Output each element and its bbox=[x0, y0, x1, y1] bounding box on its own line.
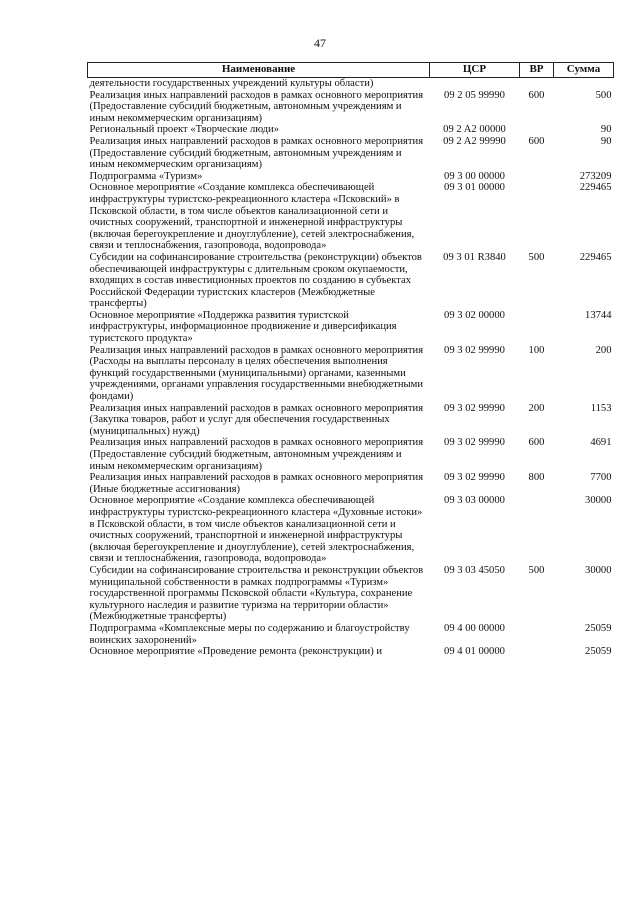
row-sum bbox=[554, 78, 614, 90]
row-sum: 7700 bbox=[590, 472, 612, 484]
row-vr: 800 bbox=[528, 472, 545, 484]
row-csr: 09 3 02 99990 bbox=[444, 402, 505, 414]
table-row bbox=[88, 171, 614, 183]
row-sum: 25059 bbox=[585, 646, 612, 658]
row-sum: 229465 bbox=[579, 182, 612, 194]
table-row bbox=[88, 437, 614, 472]
row-csr bbox=[430, 78, 520, 90]
row-csr: 09 4 00 00000 bbox=[444, 622, 505, 634]
row-vr: 500 bbox=[528, 251, 545, 263]
row-csr: 09 3 03 00000 bbox=[444, 495, 505, 507]
table-row bbox=[88, 403, 614, 438]
row-csr: 09 2 A2 99990 bbox=[443, 135, 506, 147]
table-row bbox=[88, 472, 614, 495]
row-name: Подпрограмма «Туризм» bbox=[89, 170, 203, 182]
row-csr: 09 3 03 45050 bbox=[444, 564, 505, 576]
row-name: Реализация иных направлений расходов в рамках основного мероприятия (Предоставление субсидий бюджетным, автономным учреждениям и иным некоммерческим организациям) bbox=[89, 135, 424, 171]
table-row bbox=[88, 78, 614, 90]
table-row bbox=[88, 345, 614, 403]
page-number: 47 bbox=[314, 36, 326, 50]
table-row bbox=[88, 124, 614, 136]
row-csr: 09 2 A2 00000 bbox=[443, 124, 506, 136]
row-sum: 500 bbox=[595, 89, 612, 101]
row-name: деятельности государственных учреждений культуры области) bbox=[89, 78, 374, 89]
row-sum: 90 bbox=[600, 124, 612, 136]
row-sum: 13744 bbox=[585, 309, 612, 321]
row-vr bbox=[520, 182, 554, 252]
table-row bbox=[88, 90, 614, 125]
row-name: Реализация иных направлений расходов в рамках основного мероприятия (Иные бюджетные ассигнования) bbox=[89, 472, 424, 495]
row-name: Основное мероприятие «Создание комплекса обеспечивающей инфраструктуры туристско-рекреационного кластера «Псковский» в Псковской области, в том числе объектов канализационной сети и очистных сооружений, транспортной и инженерной инфраструктуры (включая берегоукрепление и дноуглубление), сетей электроснабжения, связи и теплоснабжения, газопровода, водопровода» bbox=[89, 182, 415, 252]
row-vr bbox=[520, 310, 554, 345]
table-row bbox=[88, 623, 614, 646]
row-csr: 09 3 00 00000 bbox=[444, 170, 505, 182]
row-name: Реализация иных направлений расходов в рамках основного мероприятия (Предоставление субсидий бюджетным, автономным учреждениям и иным некоммерческим организациям) bbox=[89, 437, 424, 472]
row-csr: 09 3 02 99990 bbox=[444, 437, 505, 449]
table-row bbox=[88, 646, 614, 658]
row-sum: 30000 bbox=[585, 495, 612, 507]
row-vr bbox=[520, 495, 554, 565]
table-row bbox=[88, 252, 614, 310]
table-row bbox=[88, 565, 614, 623]
row-csr: 09 4 01 00000 bbox=[444, 646, 505, 658]
row-name: Реализация иных направлений расходов в рамках основного мероприятия (Закупка товаров, работ и услуг для обеспечения государственных (муниципальных) нужд) bbox=[89, 402, 424, 437]
row-csr: 09 3 02 99990 bbox=[444, 472, 505, 484]
row-vr bbox=[520, 78, 554, 90]
row-csr: 09 3 02 00000 bbox=[444, 309, 505, 321]
row-name: Основное мероприятие «Поддержка развития туристской инфраструктуры, информационное продвижение и диверсификация туристского продукта» bbox=[89, 309, 397, 345]
table-header-row bbox=[88, 63, 614, 78]
header-sum: Сумма bbox=[554, 63, 614, 78]
row-vr: 200 bbox=[528, 402, 545, 414]
row-name: Основное мероприятие «Проведение ремонта (реконструкции) и bbox=[89, 646, 383, 658]
row-vr bbox=[520, 124, 554, 136]
table-row bbox=[88, 495, 614, 565]
budget-table bbox=[87, 62, 614, 658]
row-vr: 600 bbox=[528, 135, 545, 147]
row-sum: 1153 bbox=[590, 402, 612, 414]
header-name: Наименование bbox=[88, 63, 430, 78]
table-row bbox=[88, 310, 614, 345]
row-name: Реализация иных направлений расходов в рамках основного мероприятия (Предоставление субсидий бюджетным, автономным учреждениям и иным некоммерческим организациям) bbox=[89, 89, 424, 124]
row-name: Субсидии на софинансирование строительства (реконструкции) объектов обеспечивающей инфраструктуры с длительным сроком окупаемости, входящих в состав инвестиционных проектов по созданию в субъектах Российской Федерации туристских кластеров (Межбюджетные трансферты) bbox=[89, 251, 422, 310]
header-vr: ВР bbox=[520, 63, 554, 78]
table-row bbox=[88, 182, 614, 252]
row-csr: 09 3 01 R3840 bbox=[443, 251, 506, 263]
row-csr: 09 3 02 99990 bbox=[444, 344, 505, 356]
row-name: Субсидии на софинансирование строительства и реконструкции объектов муниципальной собственности в рамках подпрограммы «Туризм» государственной программы Псковской области «Культура, сохранение культурного наследия и развитие туризма на территории области» (Межбюджетные трансферты) bbox=[89, 564, 424, 623]
row-vr: 100 bbox=[528, 344, 545, 356]
row-sum: 273209 bbox=[579, 170, 612, 182]
row-name: Основное мероприятие «Создание комплекса обеспечивающей инфраструктуры туристско-рекреационного кластера «Духовные истоки» в Псковской области, в том числе объектов канализационной сети и очистных сооружений, транспортной и инженерной инфраструктуры (включая берегоукрепление и дноуглубление), сетей электроснабжения, связи и теплоснабжения, газопровода, водопровода» bbox=[89, 495, 423, 565]
row-sum: 200 bbox=[595, 344, 612, 356]
row-vr bbox=[520, 646, 554, 658]
row-sum: 229465 bbox=[579, 251, 612, 263]
row-vr bbox=[520, 623, 554, 646]
row-csr: 09 3 01 00000 bbox=[444, 182, 505, 194]
row-sum: 25059 bbox=[585, 622, 612, 634]
row-csr: 09 2 05 99990 bbox=[444, 89, 505, 101]
row-name: Региональный проект «Творческие люди» bbox=[89, 124, 280, 136]
row-name: Реализация иных направлений расходов в рамках основного мероприятия (Расходы на выплаты персоналу в целях обеспечения выполнения функций государственными (муниципальными) органами, казенными учреждениями, органами управления государственными внебюджетными фондами) bbox=[89, 344, 424, 403]
row-vr: 600 bbox=[528, 437, 545, 449]
row-name: Подпрограмма «Комплексные меры по содержанию и благоустройству воинских захоронений» bbox=[89, 622, 410, 646]
row-vr bbox=[520, 171, 554, 183]
header-csr: ЦСР bbox=[430, 63, 520, 78]
row-vr: 500 bbox=[528, 564, 545, 576]
table-row bbox=[88, 136, 614, 171]
row-sum: 90 bbox=[600, 135, 612, 147]
row-vr: 600 bbox=[528, 89, 545, 101]
row-sum: 30000 bbox=[585, 564, 612, 576]
row-sum: 4691 bbox=[590, 437, 612, 449]
